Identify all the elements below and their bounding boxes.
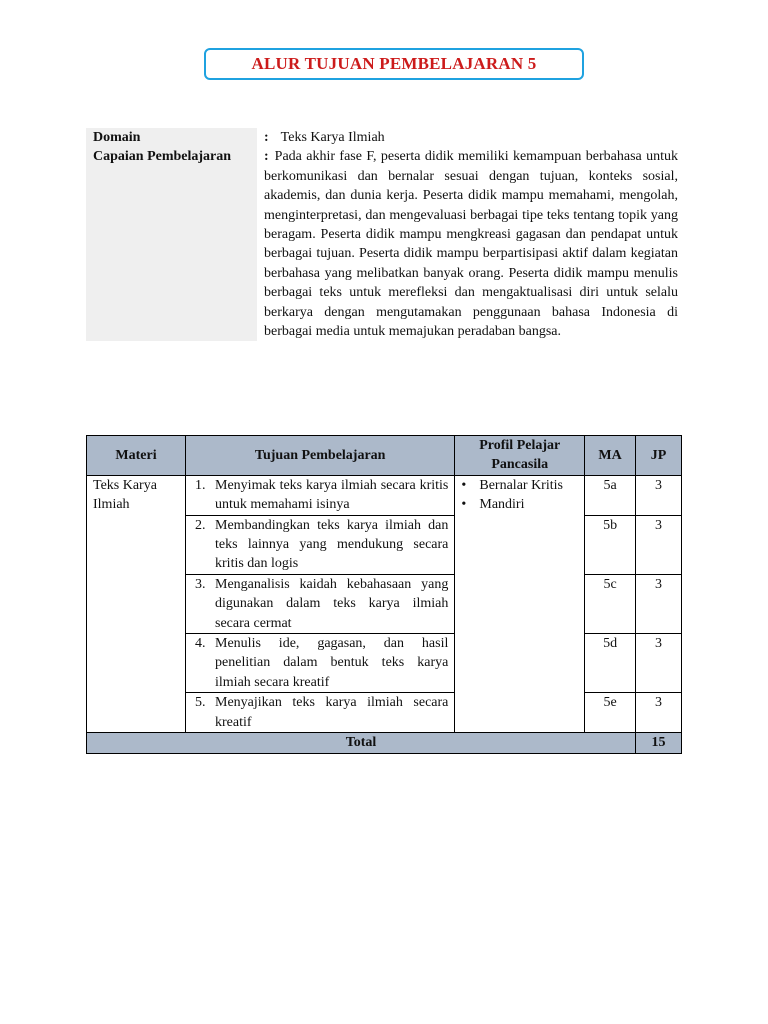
tp-number: 4. [195, 636, 206, 652]
capaian-value: Pada akhir fase F, peserta didik memiliki kemampuan berbahasa untuk berkomunikasi dan bernalar sesuai dengan tujuan, konteks sosial, akademis, dan dunia kerja. Peserta didik mampu memahami, mengolah, menginterpretasi, dan mengevaluasi berbagai tipe teks tentang topik yang beragam. Peserta didik mampu mengkreasi gagasan dan pendapat untuk berbagai tujuan. Peserta didik mampu berpartisipasi aktif dalam kegiatan berbahasa yang melibatkan banyak orang. Peserta didik mampu menulis berbagai teks untuk merefleksi dan mengaktualisasi diri untuk selalu berkarya dengan mengutamakan penggunaan bahasa Indonesia di berbagai media untuk memajukan peradaban bangsa. [264, 149, 678, 340]
list-item [461, 495, 578, 514]
tp-cell [186, 515, 455, 574]
table-row [87, 475, 682, 515]
jp-cell: 3 [636, 515, 682, 574]
profil-item: Bernalar Kritis [479, 477, 563, 493]
tp-text: Menyajikan teks karya ilmiah secara kreatif [215, 695, 449, 730]
bullet-icon: • [461, 477, 467, 493]
ma-cell: 5b [585, 515, 636, 574]
header-profil: Profil Pelajar Pancasila [455, 436, 585, 476]
header-tujuan: Tujuan Pembelajaran [186, 436, 455, 476]
total-label: Total [87, 733, 636, 753]
capaian-colon: : [264, 149, 269, 165]
capaian-value-cell [257, 147, 678, 341]
profil-item: Mandiri [479, 497, 525, 513]
tp-number: 3. [195, 576, 206, 592]
ma-cell: 5e [585, 693, 636, 733]
capaian-label: Capaian Pembelajaran [86, 147, 257, 341]
tp-text: Menyimak teks karya ilmiah secara kritis untuk memahami isinya [215, 477, 449, 513]
profil-list [461, 476, 578, 515]
tp-text: Menulis ide, gagasan, dan hasil penelitian dalam bentuk teks karya ilmiah secara kreatif [215, 636, 449, 690]
profil-cell [455, 475, 585, 732]
domain-label: Domain [86, 128, 257, 147]
ma-cell: 5a [585, 475, 636, 515]
header-row [87, 436, 682, 476]
jp-cell: 3 [636, 634, 682, 693]
jp-cell: 3 [636, 475, 682, 515]
domain-value: Teks Karya Ilmiah [280, 130, 385, 145]
tp-cell [186, 693, 455, 733]
materi-cell: Teks Karya Ilmiah [87, 475, 186, 732]
domain-row [86, 128, 678, 147]
info-section [86, 128, 678, 341]
header-materi: Materi [87, 436, 186, 476]
total-jp: 15 [636, 733, 682, 753]
domain-value-cell [257, 128, 678, 147]
tp-cell [186, 475, 455, 515]
page-title: ALUR TUJUAN PEMBELAJARAN 5 [251, 54, 537, 73]
header-jp: JP [636, 436, 682, 476]
jp-cell: 3 [636, 574, 682, 633]
bullet-icon: • [461, 497, 467, 513]
atp-table [86, 435, 682, 754]
total-row [87, 733, 682, 753]
jp-cell: 3 [636, 693, 682, 733]
tp-text: Menganalisis kaidah kebahasaan yang digunakan dalam teks karya ilmiah secara cermat [215, 576, 449, 631]
tp-text: Membandingkan teks karya ilmiah dan teks lainnya yang mendukung secara kritis dan logis [215, 517, 449, 572]
ma-cell: 5d [585, 634, 636, 693]
domain-colon: : [264, 130, 269, 145]
tp-number: 2. [195, 517, 206, 533]
tp-number: 5. [195, 695, 206, 711]
tp-cell [186, 574, 455, 633]
tp-number: 1. [195, 477, 206, 493]
ma-cell: 5c [585, 574, 636, 633]
list-item [461, 476, 578, 495]
header-ma: MA [585, 436, 636, 476]
capaian-row [86, 147, 678, 341]
tp-cell [186, 634, 455, 693]
title-box [204, 48, 584, 80]
